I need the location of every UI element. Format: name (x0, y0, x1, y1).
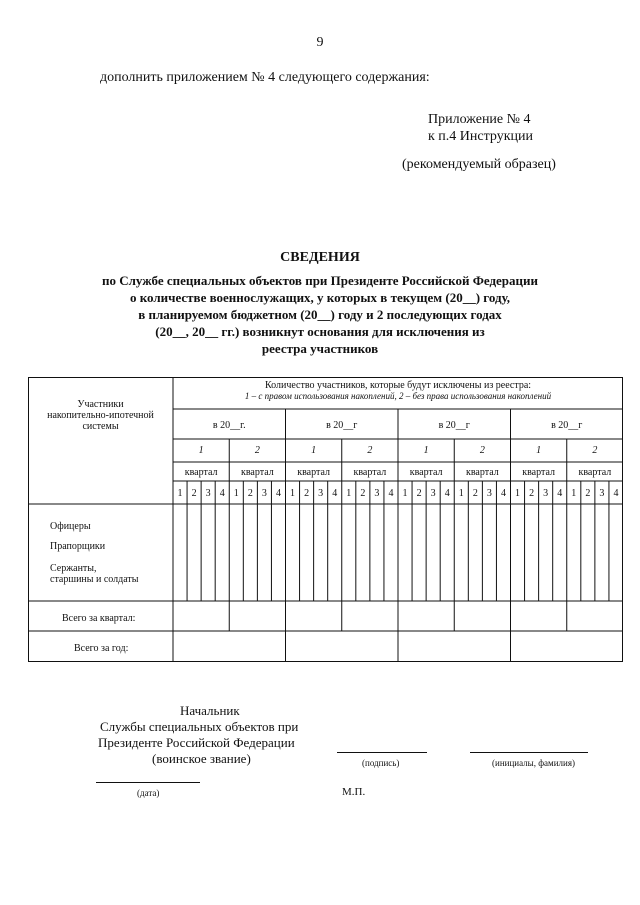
page-number: 9 (316, 35, 324, 50)
quarter-number: 1 (290, 488, 296, 499)
quarter-number: 1 (458, 488, 464, 499)
quarter-number: 1 (233, 488, 239, 499)
total-quarter-label: Всего за квартал: (62, 613, 136, 624)
quarter-number: 1 (571, 488, 577, 499)
appendix-number: Приложение № 4 (428, 112, 531, 127)
quarter-number: 2 (191, 488, 197, 499)
participants-header-line-2: накопительно-ипотечной (47, 410, 154, 421)
stamp-place: М.П. (342, 786, 366, 798)
legend-text: 1 – с правом использования накоплений, 2 – без права использования накоплений (244, 391, 552, 401)
participants-header-line-3: системы (82, 421, 119, 432)
quarter-number: 2 (304, 488, 310, 499)
group-label: 2 (479, 445, 485, 456)
signature-line-1: Начальник (180, 703, 240, 718)
subtitle-line-2: о количестве военнослужащих, у которых в текущем (20__) году, (129, 290, 511, 305)
row-label-sergeants: Сержанты, (50, 563, 97, 574)
appendix-note: (рекомендуемый образец) (402, 157, 556, 172)
group-label: 2 (367, 445, 373, 456)
quarter-label: квартал (578, 467, 612, 478)
quarter-label: квартал (297, 467, 330, 478)
subtitle-line-1: по Службе специальных объектов при Президенте Российской Федерации (101, 273, 539, 288)
signature-line (337, 752, 427, 753)
year-label: в 20__г (326, 420, 358, 431)
signature-caption: (подпись) (362, 758, 400, 768)
quarter-number: 2 (529, 488, 535, 499)
total-year-label: Всего за год: (74, 643, 129, 654)
quarter-label: квартал (409, 467, 443, 478)
quarter-label: квартал (465, 467, 499, 478)
row-label-warrant-officers: Прапорщики (50, 541, 106, 552)
participants-header-line-1: Участники (77, 399, 124, 410)
date-line (96, 782, 200, 783)
group-label: 1 (311, 445, 317, 456)
group-label: 2 (592, 445, 598, 456)
quarter-number: 2 (416, 488, 422, 499)
report-table (28, 377, 623, 662)
quarter-number: 2 (585, 488, 591, 499)
quarter-number: 4 (332, 488, 338, 499)
quarter-number: 3 (543, 488, 549, 499)
signature-line-2: Службы специальных объектов при (100, 719, 299, 734)
quarter-number: 2 (247, 488, 253, 499)
signature-line-3: Президенте Российской Федерации (98, 735, 295, 750)
quarter-label: квартал (184, 467, 218, 478)
subtitle-line-4: (20__, 20__ гг.) возникнут основания для исключения из (155, 324, 485, 339)
quarter-number: 3 (599, 488, 605, 499)
year-label: в 20__г. (212, 420, 246, 431)
quarter-number: 4 (500, 488, 506, 499)
quarter-number: 1 (515, 488, 521, 499)
quarter-number: 3 (486, 488, 492, 499)
quarter-label: квартал (522, 467, 555, 478)
count-header: Количество участников, которые будут исключены из реестра: (264, 380, 532, 391)
quarter-number: 1 (177, 488, 183, 499)
quarter-number: 3 (318, 488, 324, 499)
quarter-number: 2 (360, 488, 366, 499)
quarter-number: 4 (557, 488, 563, 499)
signature-line-4: (воинское звание) (152, 751, 251, 766)
quarter-number: 3 (205, 488, 211, 499)
quarter-number: 4 (444, 488, 450, 499)
row-label-officers: Офицеры (50, 521, 91, 532)
document-title: СВЕДЕНИЯ (280, 250, 360, 265)
year-label: в 20__г (438, 420, 470, 431)
quarter-number: 4 (388, 488, 394, 499)
group-label: 1 (198, 445, 204, 456)
year-label: в 20__г (551, 420, 583, 431)
quarter-label: квартал (240, 467, 274, 478)
name-caption: (инициалы, фамилия) (492, 758, 575, 768)
quarter-number: 4 (613, 488, 619, 499)
quarter-number: 3 (430, 488, 436, 499)
name-line (470, 752, 588, 753)
subtitle-line-3: в планируемом бюджетном (20__) году и 2 последующих годах (138, 307, 502, 322)
date-caption: (дата) (137, 788, 160, 798)
group-label: 1 (423, 445, 429, 456)
subtitle-line-5: реестра участников (261, 341, 379, 356)
quarter-number: 3 (261, 488, 267, 499)
group-label: 2 (254, 445, 260, 456)
row-label-sergeants-cont: старшины и солдаты (50, 574, 139, 585)
quarter-number: 1 (346, 488, 352, 499)
group-label: 1 (536, 445, 542, 456)
appendix-reference: к п.4 Инструкции (428, 129, 533, 144)
intro-text: дополнить приложением № 4 следующего содержания: (100, 70, 430, 85)
quarter-number: 2 (472, 488, 478, 499)
quarter-label: квартал (353, 467, 387, 478)
quarter-number: 3 (374, 488, 380, 499)
quarter-number: 1 (402, 488, 408, 499)
quarter-number: 4 (275, 488, 281, 499)
quarter-number: 4 (219, 488, 225, 499)
